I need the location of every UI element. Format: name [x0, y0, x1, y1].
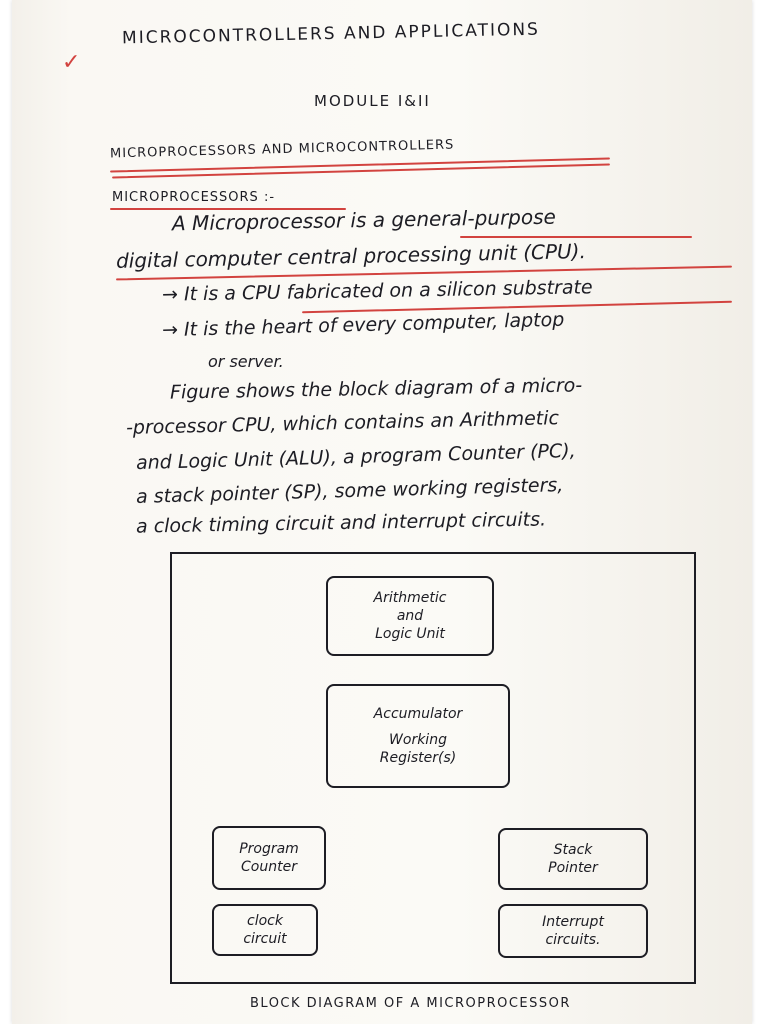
module-title: MODULE I&II [314, 92, 431, 110]
accumulator-label: Accumulator [373, 705, 463, 722]
diagram-caption: BLOCK DIAGRAM OF A MICROPROCESSOR [250, 996, 571, 1011]
notebook-page [12, 0, 752, 1024]
stack-pointer-block [498, 828, 648, 890]
program-counter-label-2: Counter [241, 859, 297, 875]
bullet-2: → It is the heart of every computer, laptop [161, 308, 565, 342]
clock-circuit-label-2: circuit [243, 931, 287, 947]
text-line-1: A Microprocessor is a general-purpose [171, 204, 557, 236]
para-line-3: and Logic Unit (ALU), a program Counter (PC), [135, 439, 576, 475]
para-line-5: a clock timing circuit and interrupt circuits. [135, 508, 547, 538]
clock-circuit-block [212, 904, 318, 956]
program-counter-block [212, 826, 326, 890]
clock-circuit-label-1: clock [247, 912, 283, 929]
stack-pointer-label-1: Stack [553, 841, 593, 858]
para-line-2: -processor CPU, which contains an Arithmetic [125, 407, 560, 439]
alu-label-3: Logic Unit [375, 626, 445, 643]
para-line-4: a stack pointer (SP), some working registers, [135, 474, 564, 508]
working-label: Working [389, 731, 447, 748]
interrupt-circuits-block [498, 904, 648, 958]
subheading: MICROPROCESSORS :- [112, 190, 276, 205]
interrupt-label-1: Interrupt [542, 913, 604, 930]
text-line-2: digital computer central processing unit (CPU). [115, 239, 587, 273]
alu-block [326, 576, 494, 656]
bullet-2-cont: or server. [208, 352, 284, 371]
section-heading: MICROPROCESSORS AND MICROCONTROLLERS [109, 137, 455, 162]
para-line-1: Figure shows the block diagram of a micro- [169, 374, 583, 404]
accumulator-block [326, 684, 510, 788]
bullet-1: → It is a CPU fabricated on a silicon substrate [161, 276, 593, 306]
program-counter-label-1: Program [239, 840, 299, 857]
underline-general-purpose [460, 236, 692, 238]
tick-mark: ✓ [62, 50, 81, 75]
alu-label-2: and [396, 607, 424, 624]
alu-label-1: Arithmetic [373, 589, 447, 606]
block-diagram [170, 552, 696, 984]
interrupt-label-2: circuits. [545, 932, 601, 948]
stack-pointer-label-2: Pointer [548, 860, 598, 876]
course-title: MICROCONTROLLERS AND APPLICATIONS [121, 19, 541, 49]
registers-label: Register(s) [379, 750, 457, 767]
